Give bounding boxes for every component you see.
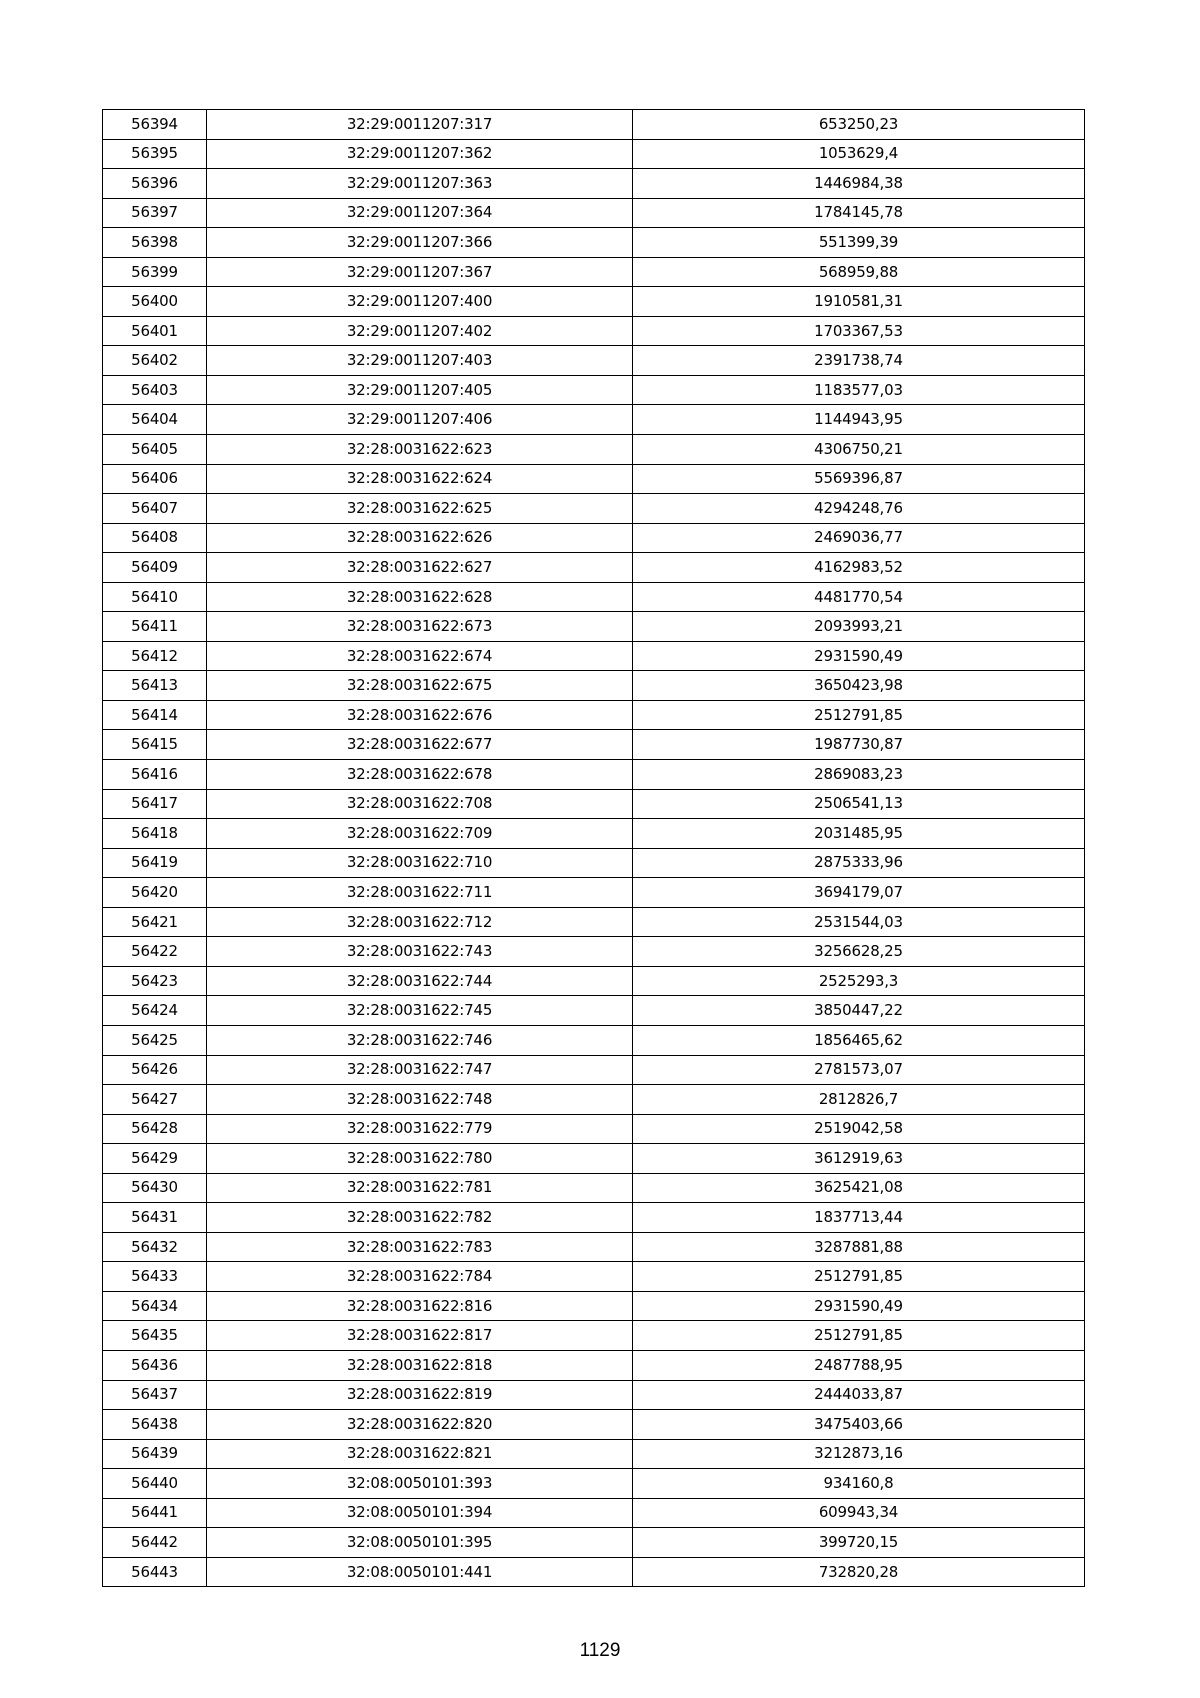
row-number-cell: 56440	[103, 1469, 207, 1499]
cadastral-value-cell: 3212873,16	[633, 1439, 1085, 1469]
cadastral-number-cell: 32:29:0011207:402	[207, 316, 633, 346]
table-row	[103, 139, 1085, 169]
row-number-cell: 56397	[103, 198, 207, 228]
row-number-cell: 56406	[103, 464, 207, 494]
row-number-cell: 56441	[103, 1498, 207, 1528]
table-row	[103, 1232, 1085, 1262]
table-row	[103, 1144, 1085, 1174]
row-number-cell: 56411	[103, 612, 207, 642]
table-row	[103, 169, 1085, 199]
row-number-cell: 56432	[103, 1232, 207, 1262]
table-row	[103, 287, 1085, 317]
row-number-cell: 56409	[103, 553, 207, 583]
row-number-cell: 56430	[103, 1173, 207, 1203]
cadastral-value-cell: 2931590,49	[633, 1291, 1085, 1321]
cadastral-number-cell: 32:28:0031622:746	[207, 1025, 633, 1055]
table-row	[103, 700, 1085, 730]
table-row	[103, 612, 1085, 642]
table-body	[103, 110, 1085, 1587]
cadastral-number-cell: 32:29:0011207:405	[207, 375, 633, 405]
table-row	[103, 1380, 1085, 1410]
table-row	[103, 1557, 1085, 1587]
cadastral-number-cell: 32:28:0031622:744	[207, 966, 633, 996]
cadastral-value-cell: 4306750,21	[633, 435, 1085, 465]
cadastral-value-cell: 399720,15	[633, 1528, 1085, 1558]
cadastral-number-cell: 32:08:0050101:441	[207, 1557, 633, 1587]
row-number-cell: 56410	[103, 582, 207, 612]
cadastral-value-cell: 3850447,22	[633, 996, 1085, 1026]
table-row	[103, 1410, 1085, 1440]
table-row	[103, 671, 1085, 701]
row-number-cell: 56423	[103, 966, 207, 996]
table-row	[103, 966, 1085, 996]
table-row	[103, 1469, 1085, 1499]
table-row	[103, 553, 1085, 583]
cadastral-number-cell: 32:28:0031622:708	[207, 789, 633, 819]
cadastral-number-cell: 32:28:0031622:628	[207, 582, 633, 612]
cadastral-number-cell: 32:28:0031622:675	[207, 671, 633, 701]
row-number-cell: 56442	[103, 1528, 207, 1558]
table-row	[103, 1025, 1085, 1055]
cadastral-value-cell: 3287881,88	[633, 1232, 1085, 1262]
cadastral-value-cell: 1784145,78	[633, 198, 1085, 228]
table-row	[103, 1173, 1085, 1203]
cadastral-number-cell: 32:29:0011207:363	[207, 169, 633, 199]
cadastral-value-cell: 2525293,3	[633, 966, 1085, 996]
cadastral-number-cell: 32:28:0031622:624	[207, 464, 633, 494]
cadastral-value-cell: 2812826,7	[633, 1085, 1085, 1115]
cadastral-value-table	[102, 109, 1085, 1587]
row-number-cell: 56400	[103, 287, 207, 317]
table-row	[103, 435, 1085, 465]
row-number-cell: 56396	[103, 169, 207, 199]
table-row	[103, 1114, 1085, 1144]
table-row	[103, 1350, 1085, 1380]
cadastral-value-cell: 1910581,31	[633, 287, 1085, 317]
row-number-cell: 56431	[103, 1203, 207, 1233]
row-number-cell: 56395	[103, 139, 207, 169]
row-number-cell: 56408	[103, 523, 207, 553]
cadastral-value-cell: 609943,34	[633, 1498, 1085, 1528]
row-number-cell: 56415	[103, 730, 207, 760]
cadastral-value-cell: 4294248,76	[633, 494, 1085, 524]
cadastral-value-cell: 2531544,03	[633, 907, 1085, 937]
cadastral-number-cell: 32:28:0031622:821	[207, 1439, 633, 1469]
cadastral-value-cell: 2875333,96	[633, 848, 1085, 878]
page-number: 1129	[579, 1640, 621, 1661]
cadastral-number-cell: 32:29:0011207:362	[207, 139, 633, 169]
cadastral-value-cell: 2444033,87	[633, 1380, 1085, 1410]
row-number-cell: 56403	[103, 375, 207, 405]
table-row	[103, 996, 1085, 1026]
row-number-cell: 56414	[103, 700, 207, 730]
cadastral-value-cell: 2519042,58	[633, 1114, 1085, 1144]
cadastral-number-cell: 32:28:0031622:745	[207, 996, 633, 1026]
cadastral-number-cell: 32:29:0011207:406	[207, 405, 633, 435]
row-number-cell: 56426	[103, 1055, 207, 1085]
row-number-cell: 56435	[103, 1321, 207, 1351]
row-number-cell: 56429	[103, 1144, 207, 1174]
cadastral-number-cell: 32:08:0050101:393	[207, 1469, 633, 1499]
row-number-cell: 56420	[103, 878, 207, 908]
cadastral-value-cell: 1144943,95	[633, 405, 1085, 435]
table-row	[103, 1498, 1085, 1528]
cadastral-value-cell: 4162983,52	[633, 553, 1085, 583]
cadastral-value-cell: 2781573,07	[633, 1055, 1085, 1085]
cadastral-value-cell: 568959,88	[633, 257, 1085, 287]
cadastral-value-cell: 4481770,54	[633, 582, 1085, 612]
table-row	[103, 494, 1085, 524]
cadastral-number-cell: 32:28:0031622:743	[207, 937, 633, 967]
cadastral-number-cell: 32:28:0031622:782	[207, 1203, 633, 1233]
cadastral-value-cell: 2487788,95	[633, 1350, 1085, 1380]
cadastral-number-cell: 32:28:0031622:820	[207, 1410, 633, 1440]
cadastral-value-cell: 1053629,4	[633, 139, 1085, 169]
cadastral-value-cell: 1183577,03	[633, 375, 1085, 405]
row-number-cell: 56398	[103, 228, 207, 258]
row-number-cell: 56399	[103, 257, 207, 287]
cadastral-value-cell: 2391738,74	[633, 346, 1085, 376]
table-row	[103, 582, 1085, 612]
table-row	[103, 110, 1085, 140]
table-row	[103, 760, 1085, 790]
cadastral-number-cell: 32:29:0011207:400	[207, 287, 633, 317]
cadastral-number-cell: 32:28:0031622:779	[207, 1114, 633, 1144]
row-number-cell: 56438	[103, 1410, 207, 1440]
cadastral-value-cell: 1446984,38	[633, 169, 1085, 199]
cadastral-value-cell: 2506541,13	[633, 789, 1085, 819]
table-row	[103, 1321, 1085, 1351]
table-row	[103, 1203, 1085, 1233]
row-number-cell: 56404	[103, 405, 207, 435]
cadastral-number-cell: 32:28:0031622:623	[207, 435, 633, 465]
cadastral-number-cell: 32:28:0031622:817	[207, 1321, 633, 1351]
table-row	[103, 346, 1085, 376]
table-row	[103, 937, 1085, 967]
cadastral-value-cell: 653250,23	[633, 110, 1085, 140]
cadastral-number-cell: 32:29:0011207:403	[207, 346, 633, 376]
cadastral-value-cell: 3475403,66	[633, 1410, 1085, 1440]
row-number-cell: 56422	[103, 937, 207, 967]
table-row	[103, 1528, 1085, 1558]
row-number-cell: 56421	[103, 907, 207, 937]
cadastral-value-cell: 551399,39	[633, 228, 1085, 258]
cadastral-number-cell: 32:28:0031622:783	[207, 1232, 633, 1262]
table-row	[103, 848, 1085, 878]
cadastral-value-cell: 2093993,21	[633, 612, 1085, 642]
cadastral-value-cell: 2931590,49	[633, 641, 1085, 671]
cadastral-number-cell: 32:28:0031622:711	[207, 878, 633, 908]
cadastral-number-cell: 32:28:0031622:673	[207, 612, 633, 642]
cadastral-number-cell: 32:29:0011207:366	[207, 228, 633, 258]
cadastral-number-cell: 32:28:0031622:784	[207, 1262, 633, 1292]
cadastral-number-cell: 32:29:0011207:364	[207, 198, 633, 228]
cadastral-value-cell: 3625421,08	[633, 1173, 1085, 1203]
row-number-cell: 56413	[103, 671, 207, 701]
table-row	[103, 730, 1085, 760]
cadastral-value-cell: 2469036,77	[633, 523, 1085, 553]
table-row	[103, 1085, 1085, 1115]
table-row	[103, 1439, 1085, 1469]
cadastral-number-cell: 32:28:0031622:626	[207, 523, 633, 553]
cadastral-number-cell: 32:08:0050101:394	[207, 1498, 633, 1528]
cadastral-value-cell: 934160,8	[633, 1469, 1085, 1499]
cadastral-number-cell: 32:28:0031622:818	[207, 1350, 633, 1380]
cadastral-value-cell: 3256628,25	[633, 937, 1085, 967]
table-row	[103, 1262, 1085, 1292]
cadastral-value-cell: 2869083,23	[633, 760, 1085, 790]
cadastral-number-cell: 32:29:0011207:367	[207, 257, 633, 287]
cadastral-number-cell: 32:28:0031622:627	[207, 553, 633, 583]
cadastral-value-cell: 5569396,87	[633, 464, 1085, 494]
cadastral-number-cell: 32:28:0031622:674	[207, 641, 633, 671]
cadastral-number-cell: 32:28:0031622:625	[207, 494, 633, 524]
row-number-cell: 56417	[103, 789, 207, 819]
table-row	[103, 257, 1085, 287]
row-number-cell: 56405	[103, 435, 207, 465]
cadastral-value-cell: 1703367,53	[633, 316, 1085, 346]
cadastral-value-cell: 1987730,87	[633, 730, 1085, 760]
cadastral-number-cell: 32:28:0031622:781	[207, 1173, 633, 1203]
row-number-cell: 56418	[103, 819, 207, 849]
cadastral-number-cell: 32:28:0031622:710	[207, 848, 633, 878]
cadastral-value-cell: 2512791,85	[633, 700, 1085, 730]
row-number-cell: 56416	[103, 760, 207, 790]
cadastral-number-cell: 32:28:0031622:712	[207, 907, 633, 937]
table-row	[103, 316, 1085, 346]
table-row	[103, 198, 1085, 228]
cadastral-number-cell: 32:28:0031622:709	[207, 819, 633, 849]
table-row	[103, 641, 1085, 671]
cadastral-number-cell: 32:08:0050101:395	[207, 1528, 633, 1558]
row-number-cell: 56443	[103, 1557, 207, 1587]
cadastral-number-cell: 32:28:0031622:780	[207, 1144, 633, 1174]
cadastral-value-cell: 3612919,63	[633, 1144, 1085, 1174]
row-number-cell: 56424	[103, 996, 207, 1026]
row-number-cell: 56402	[103, 346, 207, 376]
table-row	[103, 1055, 1085, 1085]
table-row	[103, 789, 1085, 819]
cadastral-number-cell: 32:28:0031622:677	[207, 730, 633, 760]
table-row	[103, 819, 1085, 849]
cadastral-value-cell: 2031485,95	[633, 819, 1085, 849]
cadastral-number-cell: 32:28:0031622:816	[207, 1291, 633, 1321]
table-row	[103, 1291, 1085, 1321]
cadastral-value-cell: 732820,28	[633, 1557, 1085, 1587]
row-number-cell: 56412	[103, 641, 207, 671]
table-row	[103, 878, 1085, 908]
cadastral-value-cell: 2512791,85	[633, 1321, 1085, 1351]
table-row	[103, 375, 1085, 405]
cadastral-number-cell: 32:29:0011207:317	[207, 110, 633, 140]
row-number-cell: 56428	[103, 1114, 207, 1144]
cadastral-number-cell: 32:28:0031622:748	[207, 1085, 633, 1115]
cadastral-value-cell: 3694179,07	[633, 878, 1085, 908]
row-number-cell: 56407	[103, 494, 207, 524]
row-number-cell: 56434	[103, 1291, 207, 1321]
table-row	[103, 907, 1085, 937]
row-number-cell: 56394	[103, 110, 207, 140]
row-number-cell: 56433	[103, 1262, 207, 1292]
table-row	[103, 228, 1085, 258]
cadastral-number-cell: 32:28:0031622:747	[207, 1055, 633, 1085]
row-number-cell: 56437	[103, 1380, 207, 1410]
cadastral-number-cell: 32:28:0031622:676	[207, 700, 633, 730]
row-number-cell: 56401	[103, 316, 207, 346]
cadastral-value-cell: 2512791,85	[633, 1262, 1085, 1292]
table-row	[103, 405, 1085, 435]
cadastral-value-cell: 1856465,62	[633, 1025, 1085, 1055]
table-row	[103, 523, 1085, 553]
row-number-cell: 56439	[103, 1439, 207, 1469]
row-number-cell: 56419	[103, 848, 207, 878]
row-number-cell: 56425	[103, 1025, 207, 1055]
table-row	[103, 464, 1085, 494]
cadastral-number-cell: 32:28:0031622:678	[207, 760, 633, 790]
row-number-cell: 56436	[103, 1350, 207, 1380]
cadastral-value-cell: 1837713,44	[633, 1203, 1085, 1233]
cadastral-value-cell: 3650423,98	[633, 671, 1085, 701]
cadastral-number-cell: 32:28:0031622:819	[207, 1380, 633, 1410]
row-number-cell: 56427	[103, 1085, 207, 1115]
